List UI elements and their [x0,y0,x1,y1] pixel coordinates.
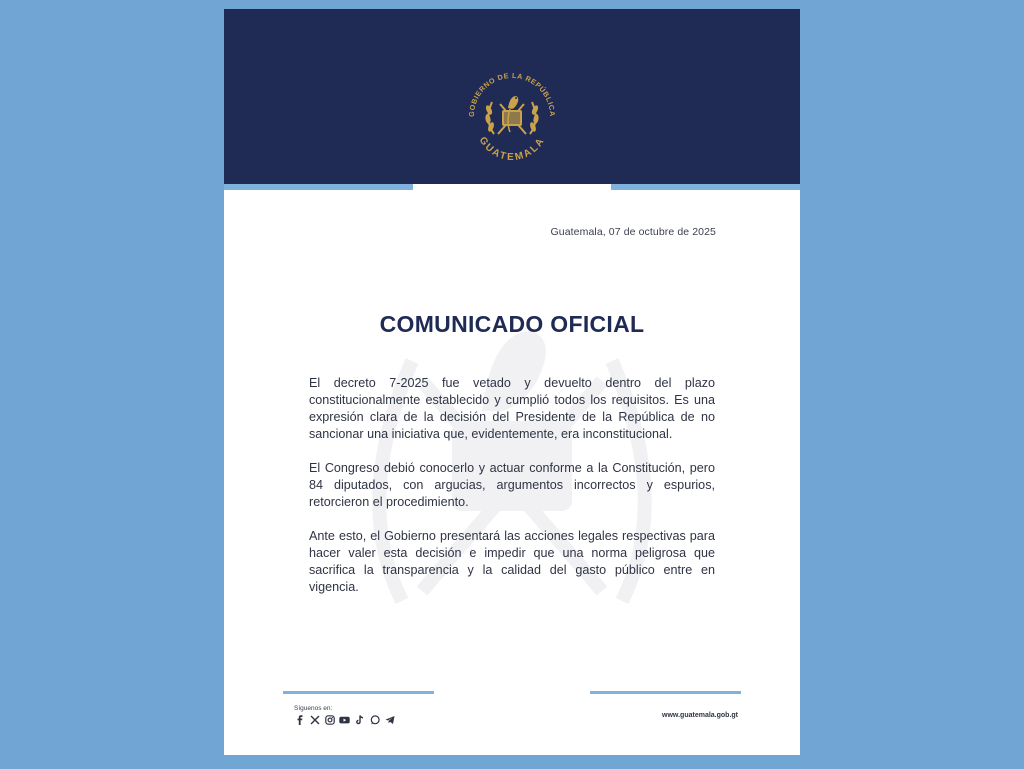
paragraph-3: Ante esto, el Gobierno presentará las acciones legales respectivas para hacer valer esta decisión e impedir que una norma peligrosa que sacrifica la transparencia y la calidad del gasto público entre en vigencia. [309,529,715,594]
paragraph-2: El Congreso debió conocerlo y actuar conforme a la Constitución, pero 84 diputados, con argucias, argumentos incorrectos y espurios, retorcieron el procedimiento. [309,461,715,509]
tiktok-icon[interactable] [354,715,365,726]
youtube-icon[interactable] [339,715,350,726]
document-body [309,375,715,613]
svg-text:GOBIERNO DE LA REPÚBLICA: GOBIERNO DE LA REPÚBLICA [466,70,558,118]
telegram-icon[interactable] [384,715,395,726]
svg-text:GUATEMALA: GUATEMALA [476,135,548,164]
footer-line-right [590,691,741,694]
facebook-icon[interactable] [294,715,305,726]
follow-label: Síguenos en: [294,705,333,712]
guatemala-seal-logo [460,64,564,168]
accent-bar-left [224,184,413,190]
website-link[interactable]: www.guatemala.gob.gt [662,712,738,719]
header-banner [224,9,800,184]
x-icon[interactable] [309,715,320,726]
communique-page [224,9,800,755]
instagram-icon[interactable] [324,715,335,726]
whatsapp-icon[interactable] [369,715,380,726]
social-icons [294,714,395,726]
document-title: COMUNICADO OFICIAL [379,311,645,337]
document-date: Guatemala, 07 de octubre de 2025 [550,226,716,238]
accent-bar-right [611,184,800,190]
footer-line-left [283,691,434,694]
paragraph-1: El decreto 7-2025 fue vetado y devuelto dentro del plazo constitucionalmente establecido y cumplió todos los requisitos. Es una expresión clara de la decisión del Presidente de la República de no sancionar una iniciativa que, evidentemente, era inconstitucional. [309,376,715,441]
